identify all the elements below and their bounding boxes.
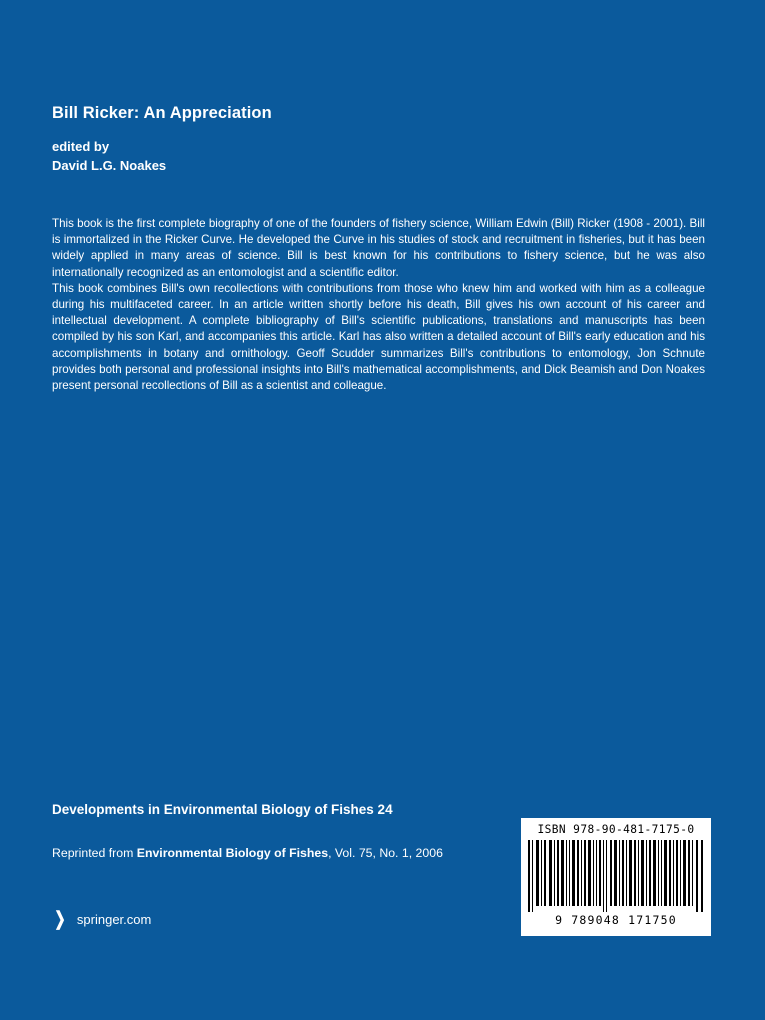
editor-name: David L.G. Noakes (52, 158, 167, 173)
ean-digits: 9 789048 171750 (555, 913, 677, 927)
chevron-right-icon: ❯ (54, 909, 66, 930)
barcode-block (521, 818, 711, 936)
blurb-paragraph-1: This book is the first complete biography of one of the founders of fishery science, William Edwin (Bill) Ricker (1908 - 2001). Bill is immortalized in the Ricker Curve. He developed the Curve in his studies of stock and recruitment in fisheries, but it has been widely applied in many areas of science. Bill is best known for his contributions to fishery science, but he was also internationally recognized as an entomologist and a scientific editor. (52, 217, 705, 279)
blurb-paragraph-2: This book combines Bill's own recollections with contributions from those who knew him and worked with him as a colleague during his multifaceted career. In an article written shortly before his death, Bill gives his own account of his career and intellectual development. A complete bibliography of Bill's scientific publications, translations and manuscripts has been compiled by his son Karl, and accompanies this article. Karl has also written a detailed account of Bill's early education and his accomplishments in botany and ornithology. Geoff Scudder summarizes Bill's contributions to entomology, Jon Schnute provides both personal and professional insights into Bill's mathematical accomplishments, and Dick Beamish and Don Noakes present personal recollections of Bill as a scientist and colleague. (52, 281, 705, 393)
edited-by-label: edited by (52, 139, 110, 154)
publisher-logo (52, 910, 151, 929)
page-title: Bill Ricker: An Appreciation (52, 104, 272, 122)
blurb-text (52, 216, 705, 394)
barcode-bars-icon (528, 840, 704, 912)
reprint-journal: Environmental Biology of Fishes (136, 846, 329, 860)
isbn-label: ISBN 978-90-481-7175-0 (537, 823, 695, 836)
series-title: Developments in Environmental Biology of Fishes 24 (52, 802, 393, 817)
publisher-name: springer.com (76, 912, 152, 927)
reprint-info (52, 846, 443, 860)
reprint-suffix: , Vol. 75, No. 1, 2006 (328, 846, 443, 860)
reprint-prefix: Reprinted from (52, 846, 137, 860)
